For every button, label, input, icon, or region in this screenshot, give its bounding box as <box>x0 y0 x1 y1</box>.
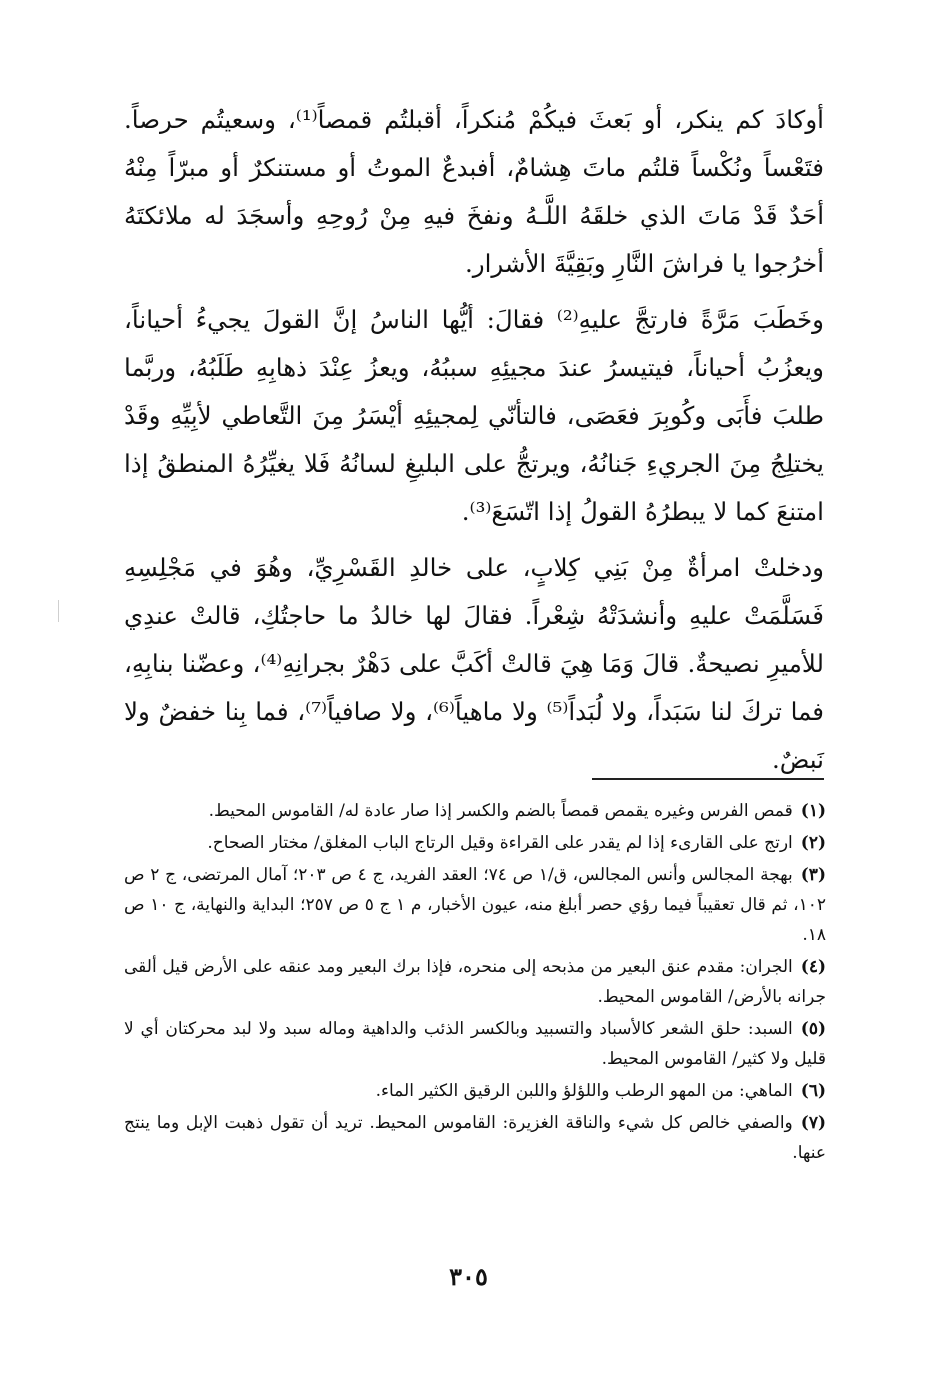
footnote-number: (٢) <box>800 833 826 853</box>
footnote-1 <box>124 796 826 826</box>
footnote-number: (٤) <box>800 957 826 977</box>
footnote-number: (١) <box>800 801 826 821</box>
footnote-number: (٥) <box>800 1019 826 1039</box>
footnote-text: والصفي خالص كل شيء والناقة الغزيرة: القاموس المحيط. تريد أن تقول ذهبت الإبل وما ينتج عنها. <box>124 1113 826 1163</box>
paragraph-1: أوكادَ كم ينكر، أو بَعثَ فيكُمْ مُنكراً، أقبلتُم قمصاً⁽¹⁾، وسعيتُم حرصاً. فتَعْساً ونُكْساً قلتُم ماتَ هِشامٌ، أفبدعٌ الموتُ أو مستنكرٌ أو مبرّاً مِنْهُ أحَدٌ قَدْ مَاتَ الذي خلقَهُ اللَّـهُ ونفخَ فيهِ مِنْ رُوحِهِ وأسجَدَ له ملائكتَهُ أخرُجوا يا فراشَ النَّارِ وبَقِيَّةَ الأشرار. <box>124 105 824 278</box>
footnote-text: بهجة المجالس وأنس المجالس، ق/١ ص ٧٤؛ العقد الفريد، ج ٤ ص ٢٠٣؛ آمال المرتضى، ج ٢ ص ١٠٢، ثم قال تعقيباً فيما رؤي حصر أبلغ منه، عيون الأخبار، م ١ ج ٥ ص ٢٥٧؛ البداية والنهاية، ج ١٠ ص ١٨. <box>124 865 826 945</box>
page-number: ٣٠٥ <box>449 1262 488 1291</box>
footnote-7 <box>124 1108 826 1168</box>
footnote-4 <box>124 952 826 1012</box>
paragraph-3: ودخلتْ امرأةٌ مِنْ بَنِي كِلابٍ، على خالدِ القَسْرِيِّ، وهُوَ في مَجْلِسِهِ فَسَلَّمَتْ عليهِ وأنشدَتْهُ شِعْراً. فقالَ لها خالدُ ما حاجتُكِ، قالتْ عندِي للأميرِ نصيحةٌ. قالَ وَمَا هِيَ قالتْ أكَبَّ على دَهْرٌ بجرانِهِ⁽⁴⁾، وعضّنا بنابِهِ، فما تركَ لنا سَبَداً، ولا لُبَداً⁽⁵⁾ ولا ماهياً⁽⁶⁾، ولا صافياً⁽⁷⁾، فما بِنا خفضٌ ولا نَبضٌ. <box>124 553 824 774</box>
footnote-3 <box>124 860 826 950</box>
footnote-separator <box>592 778 824 780</box>
footnote-text: الماهي: من المهو الرطب واللؤلؤ واللبن الرقيق الكثير الماء. <box>375 1081 793 1101</box>
footnote-number: (٦) <box>800 1081 826 1101</box>
footnote-number: (٧) <box>800 1113 826 1133</box>
footnote-text: قمص الفرس وغيره يقمص قمصاً بالضم والكسر إذا صار عادة له/ القاموس المحيط. <box>208 801 793 821</box>
footnote-text: ارتج على القارىء إذا لم يقدر على القراءة وقيل الرتاج الباب المغلق/ مختار الصحاح. <box>207 833 793 853</box>
footnote-6 <box>124 1076 826 1106</box>
main-text <box>124 96 824 784</box>
footnote-2 <box>124 828 826 858</box>
scan-mark <box>58 600 59 622</box>
footnote-number: (٣) <box>800 865 826 885</box>
footnote-5 <box>124 1014 826 1074</box>
paragraph-2: وخَطَبَ مَرَّةً فارتجَّ عليهِ⁽²⁾ فقالَ: أيُّها الناسُ إنَّ القولَ يجيءُ أحياناً، ويعزُبُ أحياناً، فيتيسرُ عندَ مجيئِهِ سببُهُ، ويعزُ عِنْدَ ذهابِهِ طَلَبُهُ، وربَّما طلبَ فأَبَى وكُوبِرَ فعَصَى، فالتأنّي لِمجيئِهِ أيْسَرُ مِنَ التَّعاطي لأبِيِّهِ وقَدْ يختلِجُ مِنَ الجريءِ جَنانُهُ، ويرتجُّ على البليغِ لسانُهُ فَلا يغيِّرُهُ المنطقُ إذا امتنعَ كما لا يبطرُهُ القولُ إذا اتّسَعَ⁽³⁾. <box>124 305 825 526</box>
footnote-text: الجران: مقدم عنق البعير من مذبحه إلى منحره، فإذا برك البعير ومد عنقه على الأرض قيل ألقى جرانه بالأرض/ القاموس المحيط. <box>124 957 826 1007</box>
footnote-text: السبد: حلق الشعر كالأسباد والتسبيد وبالكسر الذئب والداهية وماله سبد ولا لبد محركتان أي لا قليل ولا كثير/ القاموس المحيط. <box>124 1019 826 1069</box>
footnotes <box>124 796 826 1168</box>
